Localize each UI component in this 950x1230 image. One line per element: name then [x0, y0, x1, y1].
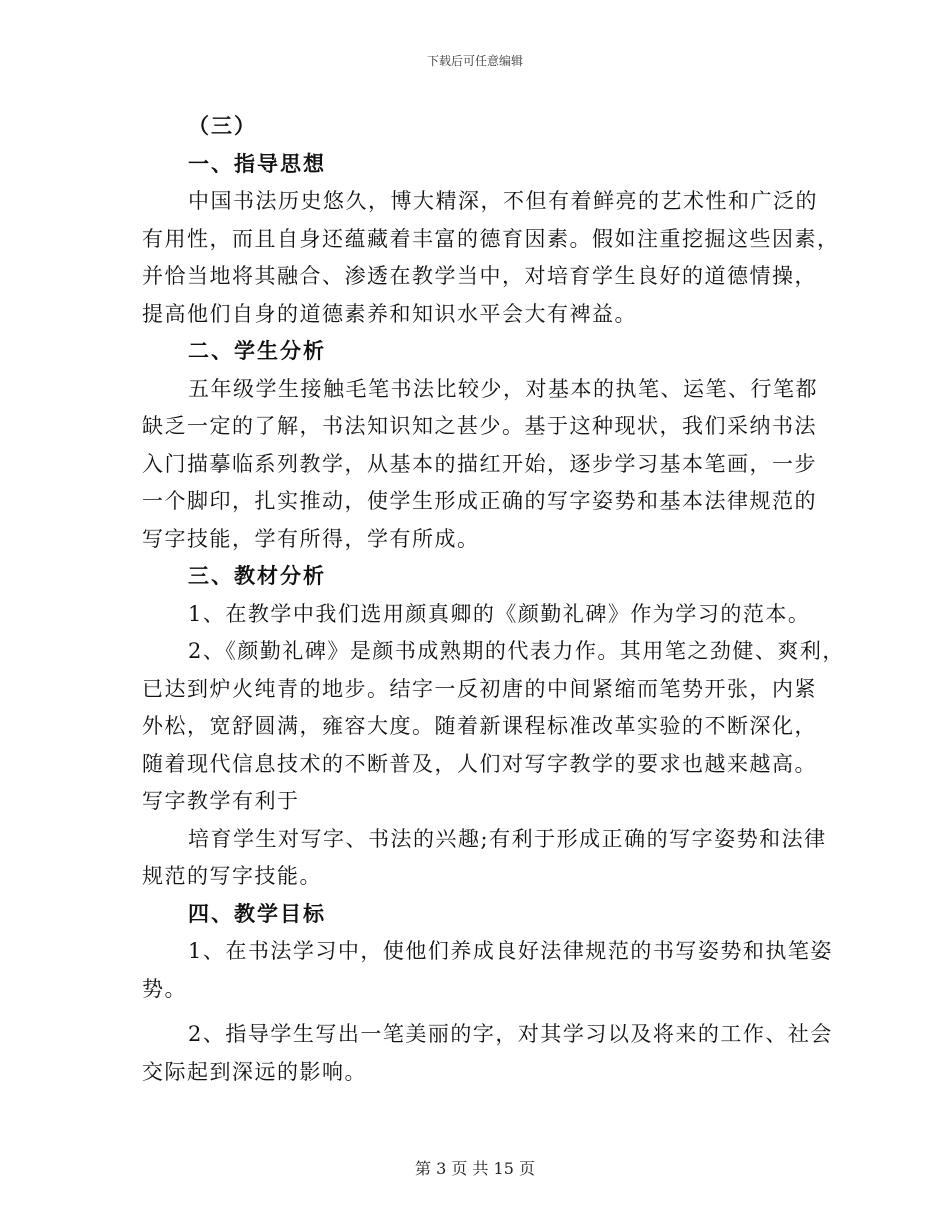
paragraph-line: 1、在教学中我们选用颜真卿的《颜勤礼碑》作为学习的范本。	[188, 601, 811, 626]
document-body	[142, 108, 845, 1091]
paragraph-line: 中国书法历史悠久，博大精深，不但有着鲜亮的艺术性和广泛的	[188, 189, 818, 213]
paragraph-line: 培育学生对写字、书法的兴趣;有利于形成正确的写字姿势和法律	[188, 826, 827, 851]
paragraph-line: 随着现代信息技术的不断普及，人们对写字教学的要求也越来越高。	[142, 751, 817, 776]
paragraph-line: 写字技能，学有所得，学有所成。	[142, 526, 480, 551]
paragraph-line: 写字教学有利于	[142, 789, 300, 813]
paragraph-line: 规范的写字技能。	[142, 864, 322, 888]
paragraph-line: 势。	[142, 976, 187, 1001]
paragraph-line: 2、《颜勤礼碑》是颜书成熟期的代表力作。其用笔之劲健、爽利，	[188, 639, 845, 663]
heading-guiding-thought: 一、指导思想	[188, 151, 326, 176]
heading-teaching-goals: 四、教学目标	[188, 901, 326, 926]
paragraph-line: 交际起到深远的影响。	[142, 1059, 367, 1084]
paragraph-line: 提高他们自身的道德素养和知识水平会大有裨益。	[142, 301, 637, 326]
heading-student-analysis: 二、学生分析	[188, 339, 326, 363]
page-footer: 第 3 页 共 15 页	[415, 1159, 535, 1178]
paragraph-line: 入门描摹临系列教学，从基本的描红开始，逐步学习基本笔画，一步	[142, 451, 817, 476]
paragraph-line: 五年级学生接触毛笔书法比较少，对基本的执笔、运笔、行笔都	[188, 376, 818, 401]
paragraph-line: 外松，宽舒圆满，雍容大度。随着新课程标准改革实验的不断深化，	[142, 714, 817, 738]
paragraph-line: 一个脚印，扎实推动，使学生形成正确的写字姿势和基本法律规范的	[142, 489, 817, 513]
paragraph-line: 并恰当地将其融合、渗透在教学当中，对培育学生良好的道德情操，	[142, 264, 817, 288]
section-label: （三）	[188, 114, 257, 138]
paragraph-line: 2、指导学生写出一笔美丽的字，对其学习以及将来的工作、社会	[188, 1022, 833, 1046]
paragraph-line: 有用性，而且自身还蕴藏着丰富的德育因素。假如注重挖掘这些因素，	[142, 226, 840, 251]
paragraph-line: 缺乏一定的了解，书法知识知之甚少。基于这种现状，我们采纳书法	[142, 414, 817, 438]
paragraph-line: 已达到炉火纯青的地步。结字一反初唐的中间紧缩而笔势开张，内紧	[142, 676, 817, 701]
page-header: 下载后可任意编辑	[426, 54, 523, 68]
heading-material-analysis: 三、教材分析	[188, 564, 326, 588]
paragraph-line: 1、在书法学习中，使他们养成良好法律规范的书写姿势和执笔姿	[188, 939, 833, 963]
